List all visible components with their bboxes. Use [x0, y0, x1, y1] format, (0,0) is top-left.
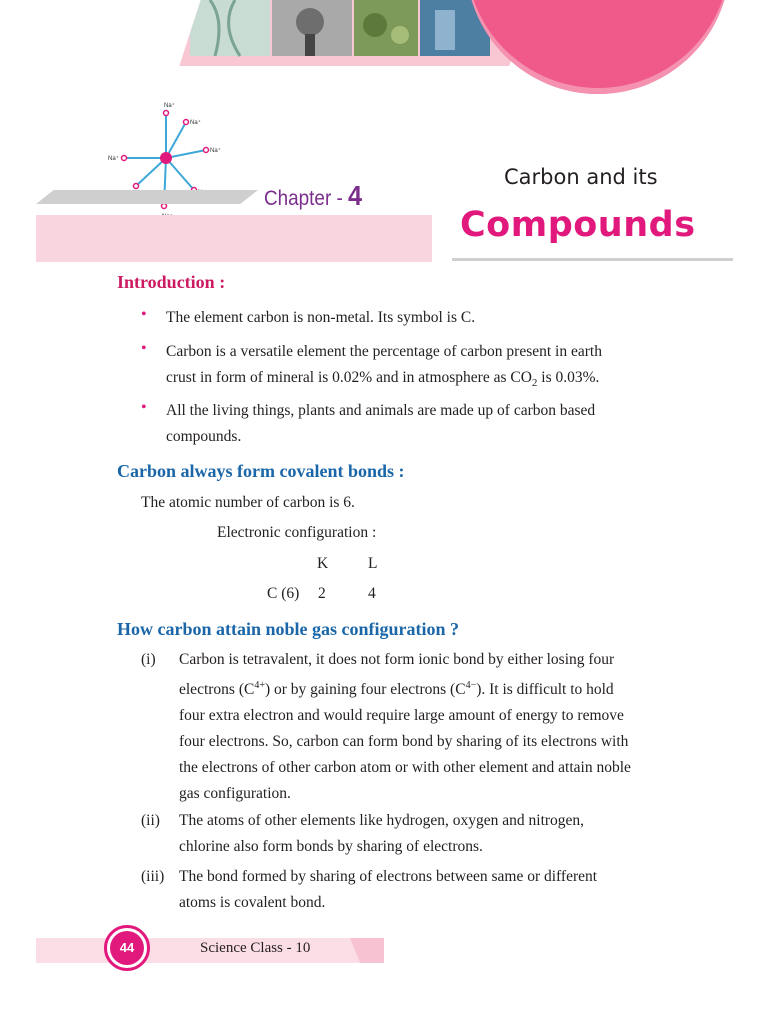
- page-number: 44: [110, 931, 144, 965]
- chapter-band: [36, 215, 432, 262]
- bullet-icon: •: [141, 399, 147, 416]
- chapter-title-line1: Carbon and its: [504, 165, 658, 189]
- introduction-heading: Introduction :: [117, 272, 226, 292]
- intro-bullet-3: All the living things, plants and animals are made up of carbon based compounds.: [166, 402, 596, 445]
- config-label: Electronic configuration :: [217, 524, 377, 541]
- k-value: 2: [318, 585, 326, 602]
- bullet-icon: •: [141, 340, 147, 357]
- l-value: 4: [368, 585, 376, 602]
- chapter-label: Chapter - 4: [264, 180, 363, 211]
- covalent-heading: Carbon always form covalent bonds :: [117, 461, 405, 481]
- atom-label: Na⁺: [108, 156, 119, 162]
- chapter-number: 4: [348, 180, 363, 211]
- footer-book-title: Science Class - 10: [200, 940, 311, 956]
- item-number: (i): [141, 651, 156, 668]
- noble-item-1: Carbon is tetravalent, it does not form ionic bond by either losing four electrons $(C^{4+})$ or by gaining four electrons $(C^{4-})$. It is difficult to hold four extra electron and would require large amount of energy to remove four electrons. So, carbon can form bond by sharing of its electrons with the electrons of other carbon atom or with other element and attain noble gas configuration.: [179, 651, 631, 803]
- chapter-bar: [36, 190, 258, 204]
- intro-bullet-2: Carbon is a versatile element the percentage of carbon present in earth crust in form of mineral is 0.02% and in atmosphere as $CO_2$ is 0.03%.: [166, 343, 602, 390]
- decorative-circle: [466, 0, 730, 94]
- atom-label: Na⁺: [190, 120, 201, 126]
- intro-bullet-1: The element carbon is non-metal. Its symbol is C.: [166, 309, 476, 326]
- atomic-number-text: The atomic number of carbon is 6.: [141, 494, 355, 511]
- bullet-icon: •: [141, 306, 147, 323]
- shell-l: L: [368, 555, 378, 572]
- shell-k: K: [317, 555, 329, 572]
- noble-item-3: The bond formed by sharing of electrons between same or different atoms is covalent bond.: [179, 868, 598, 911]
- item-number: (ii): [141, 812, 160, 829]
- element-label: C (6): [267, 585, 300, 602]
- noble-gas-heading: How carbon attain noble gas configuration ?: [117, 619, 460, 639]
- chapter-title-line2: Compounds: [460, 205, 696, 245]
- item-number: (iii): [141, 868, 165, 885]
- title-divider: [452, 258, 733, 261]
- atom-label: Na⁺: [164, 103, 175, 109]
- atom-label: Na⁺: [210, 148, 221, 154]
- noble-item-2: The atoms of other elements like hydrogen, oxygen and nitrogen, chlorine also form bonds by sharing of electrons.: [179, 812, 585, 855]
